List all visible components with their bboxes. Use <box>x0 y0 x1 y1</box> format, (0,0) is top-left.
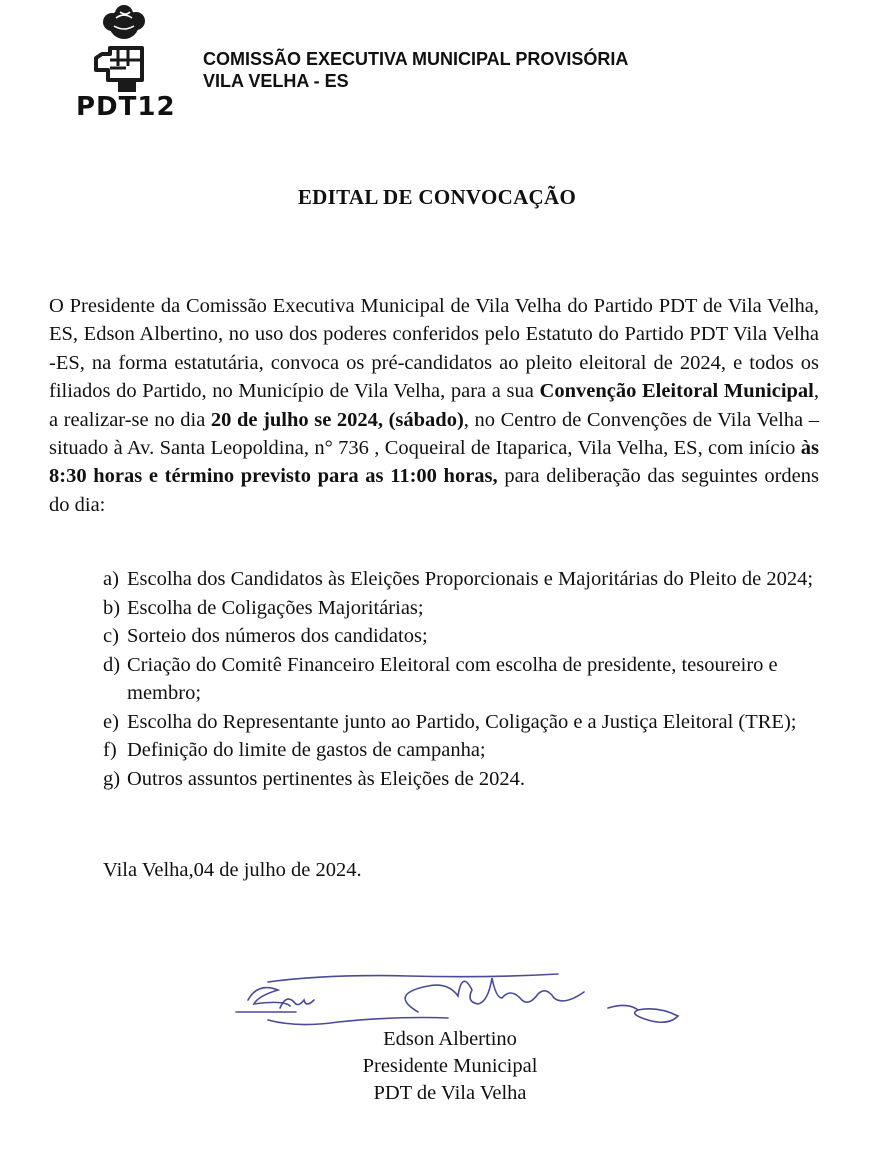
body-paragraph <box>49 292 819 519</box>
list-marker: b) <box>103 596 121 619</box>
logo-text: PDT12 <box>76 92 176 122</box>
body-bold-1: Convenção Eleitoral Municipal <box>539 380 814 403</box>
signer-role: Presidente Municipal <box>362 1055 538 1077</box>
list-marker: g) <box>103 767 121 790</box>
list-item <box>103 594 833 623</box>
list-marker: a) <box>103 568 119 590</box>
body-text-2: , a realizar-se no dia <box>49 380 820 431</box>
list-marker: f) <box>103 739 117 761</box>
org-line-2: VILA VELHA - ES <box>203 71 349 91</box>
body-text-4: para deliberação das seguintes ordens do dia: <box>49 465 820 516</box>
list-item-text: Outros assuntos pertinentes às Eleições de 2024. <box>127 767 525 790</box>
signer-organization: PDT de Vila Velha <box>373 1082 527 1104</box>
list-item <box>103 622 833 651</box>
org-line-1: COMISSÃO EXECUTIVA MUNICIPAL PROVISÓRIA <box>203 49 629 69</box>
document-title: EDITAL DE CONVOCAÇÃO <box>297 185 577 209</box>
list-item-text: Escolha dos Candidatos às Eleições Proporcionais e Majoritárias do Pleito de 2024; <box>127 568 814 590</box>
list-item-text: Escolha de Coligações Majoritárias; <box>127 596 424 619</box>
list-marker: c) <box>103 625 119 647</box>
list-item-text: Criação do Comitê Financeiro Eleitoral com escolha de presidente, tesoureiro e membro; <box>127 653 778 704</box>
body-text-3: , no Centro de Convenções de Vila Velha – situado à Av. Santa Leopoldina, n° 736 , Coqueiral de Itaparica, Vila Velha, ES, com início <box>49 408 819 460</box>
organization-header <box>203 48 628 92</box>
agenda-list <box>103 565 833 793</box>
rose-fist-icon <box>72 4 172 96</box>
list-item <box>103 651 833 708</box>
list-marker: d) <box>103 653 121 676</box>
list-item <box>103 736 833 765</box>
list-item-text: Definição do limite de gastos de campanha; <box>127 739 486 761</box>
list-item-text: Escolha do Representante junto ao Partido, Coligação e a Justiça Eleitoral (TRE); <box>127 710 797 733</box>
list-item-text: Sorteio dos números dos candidatos; <box>127 625 428 647</box>
list-marker: e) <box>103 710 119 733</box>
signer-name: Edson Albertino <box>383 1028 517 1050</box>
list-item <box>103 765 833 794</box>
list-item <box>103 708 833 737</box>
body-text-1: O Presidente da Comissão Executiva Municipal de Vila Velha do Partido PDT de Vila Velha, ES, Edson Albertino, no uso dos poderes conferidos pelo Estatuto do Partido PDT Vila Velha -ES, na forma estatutária, convoca os pré-candidatos ao pleito eleitoral de 2024, e todos os filiados do Partido, no Município de Vila Velha, para a sua <box>49 295 819 403</box>
body-bold-2: 20 de julho se 2024, (sábado) <box>210 408 464 431</box>
body-bold-3: às 8:30 horas e término previsto para as 11:00 horas, <box>49 437 819 488</box>
date-line: Vila Velha,04 de julho de 2024. <box>103 859 362 881</box>
list-item <box>103 565 833 594</box>
